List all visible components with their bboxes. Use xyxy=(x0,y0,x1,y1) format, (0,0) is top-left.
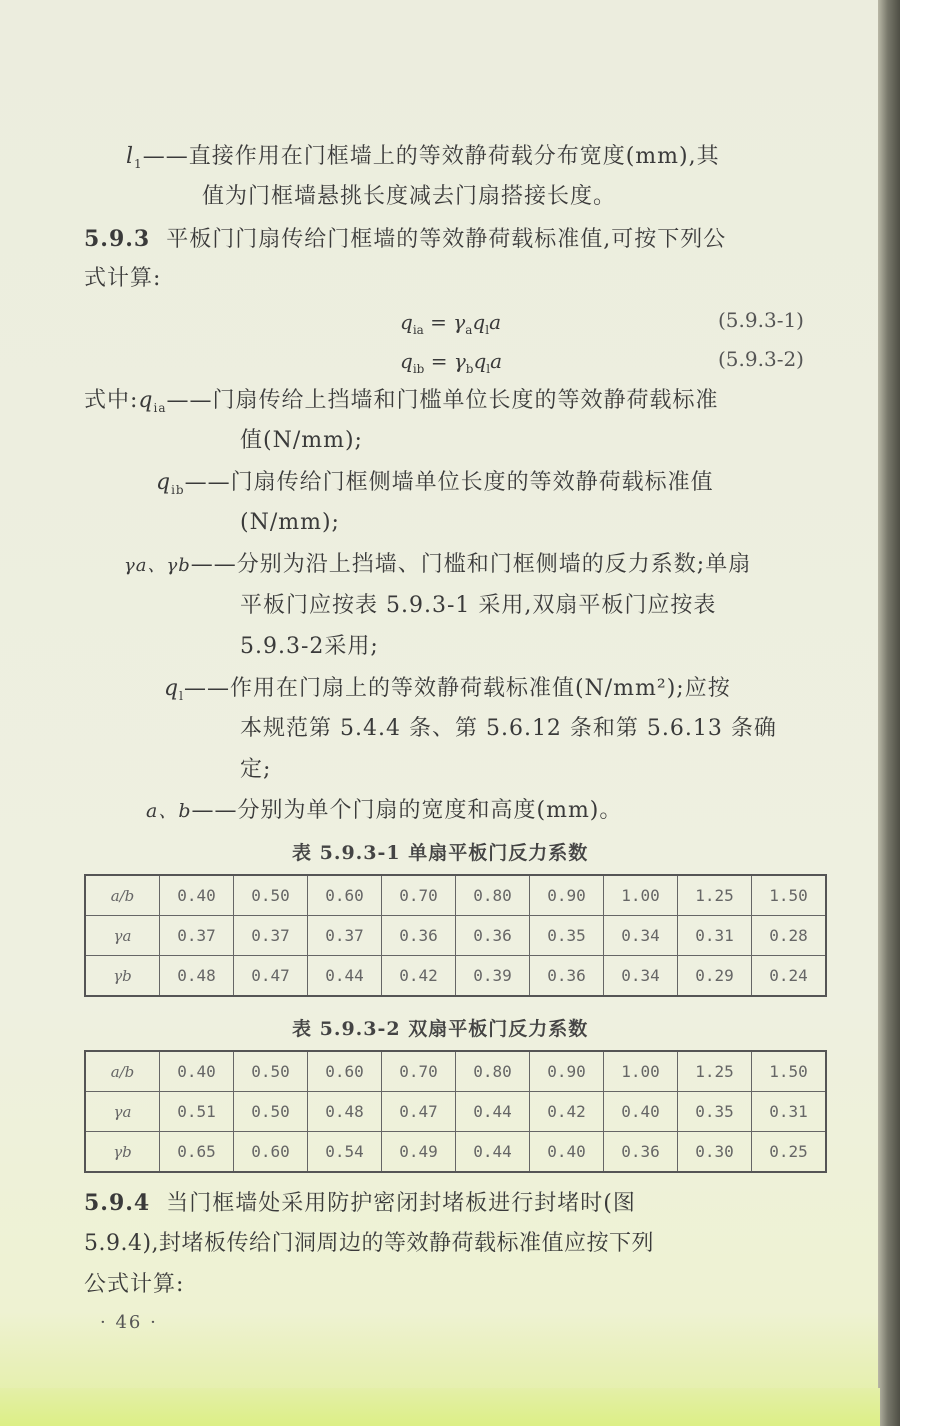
table-cell: 0.80 xyxy=(456,1051,530,1092)
row-header-cell: γb xyxy=(85,1132,160,1173)
section-number: 5.9.4 xyxy=(84,1190,151,1216)
section-text: 当门框墙处采用防护密闭封堵板进行封堵时(图 xyxy=(166,1191,636,1216)
table-cell: 0.47 xyxy=(382,1092,456,1132)
def-ab-text: ——分别为单个门扇的宽度和高度(mm)。 xyxy=(191,798,623,823)
table-cell: 0.49 xyxy=(382,1132,456,1173)
table-row xyxy=(85,1092,826,1132)
section-5-9-4 xyxy=(84,1188,636,1219)
table-cell: 0.39 xyxy=(456,956,530,997)
table-cell: 0.36 xyxy=(530,956,604,997)
table-cell: 0.40 xyxy=(530,1132,604,1173)
table-cell: 0.80 xyxy=(456,875,530,916)
def-gamma-cont-2: 5.9.3-2采用; xyxy=(240,634,379,659)
table-2 xyxy=(84,1050,827,1173)
table-cell: 0.90 xyxy=(530,875,604,916)
equation-1: $q_{ia} = \gamma_aq_la$ xyxy=(400,310,501,337)
table-cell: 0.44 xyxy=(456,1132,530,1173)
section-5-9-3-cont: 式计算: xyxy=(84,266,162,291)
table-cell: 0.48 xyxy=(308,1092,382,1132)
table-row xyxy=(85,875,826,916)
row-header-cell: a/b xyxy=(85,875,160,916)
table-cell: 0.70 xyxy=(382,1051,456,1092)
table-cell: 0.36 xyxy=(382,916,456,956)
row-header-cell: γb xyxy=(85,956,160,997)
table-cell: 0.60 xyxy=(308,1051,382,1092)
table-cell: 0.40 xyxy=(160,1051,234,1092)
def-ql-text: ——作用在门扇上的等效静荷载标准值(N/mm²);应按 xyxy=(183,676,731,701)
table-cell: 0.36 xyxy=(604,1132,678,1173)
page-number: · 46 · xyxy=(100,1312,158,1333)
def-ab xyxy=(146,796,622,826)
table-cell: 0.42 xyxy=(382,956,456,997)
table-cell: 0.48 xyxy=(160,956,234,997)
table-cell: 1.00 xyxy=(604,875,678,916)
book-spine xyxy=(878,0,900,1426)
row-header-cell: γa xyxy=(85,1092,160,1132)
def-qia-cont: 值(N/mm); xyxy=(240,428,363,453)
section-5-9-4-cont-1: 5.9.4),封堵板传给门洞周边的等效静荷载标准值应按下列 xyxy=(84,1231,655,1256)
table-cell: 0.29 xyxy=(678,956,752,997)
table-1 xyxy=(84,874,827,997)
row-header-cell: γa xyxy=(85,916,160,956)
table-cell: 0.31 xyxy=(678,916,752,956)
table-2-caption: 表 5.9.3-2 双扇平板门反力系数 xyxy=(292,1018,589,1040)
def-qib xyxy=(156,468,714,505)
table-cell: 0.60 xyxy=(234,1132,308,1173)
def-gamma-text: ——分别为沿上挡墙、门槛和门框侧墙的反力系数;单扇 xyxy=(190,552,752,577)
table-cell: 1.50 xyxy=(752,875,827,916)
scan-edge-band xyxy=(0,1388,880,1426)
def-qia-symbol: $q_{ia}$ xyxy=(138,388,167,415)
table-cell: 0.50 xyxy=(234,1092,308,1132)
def-ab-symbol: a、b xyxy=(146,800,192,822)
table-row xyxy=(85,1132,826,1173)
def-l1-text: ——直接作用在门框墙上的等效静荷载分布宽度(mm),其 xyxy=(142,144,720,169)
table-cell: 0.51 xyxy=(160,1092,234,1132)
table-cell: 0.37 xyxy=(160,916,234,956)
section-number: 5.9.3 xyxy=(84,226,151,252)
table-row xyxy=(85,1051,826,1092)
table-cell: 0.31 xyxy=(752,1092,827,1132)
def-qib-cont: (N/mm); xyxy=(240,510,340,535)
def-ql-cont-2: 定; xyxy=(240,757,272,782)
table-cell: 0.34 xyxy=(604,956,678,997)
table-cell: 0.65 xyxy=(160,1132,234,1173)
table-cell: 0.44 xyxy=(308,956,382,997)
def-qia xyxy=(84,386,719,423)
table-cell: 0.44 xyxy=(456,1092,530,1132)
def-ql xyxy=(164,674,731,711)
table-cell: 0.37 xyxy=(234,916,308,956)
def-qib-symbol: $q_{ib}$ xyxy=(156,470,185,497)
def-ql-cont-1: 本规范第 5.4.4 条、第 5.6.12 条和第 5.6.13 条确 xyxy=(240,716,777,741)
equation-2: $q_{ib} = \gamma_bq_la$ xyxy=(400,349,503,376)
table-cell: 0.24 xyxy=(752,956,827,997)
equation-2-number: (5.9.3-2) xyxy=(718,347,804,371)
def-gamma-symbol: γa、γb xyxy=(124,555,191,576)
def-qia-text: ——门扇传给上挡墙和门槛单位长度的等效静荷载标准 xyxy=(166,388,719,413)
table-cell: 0.40 xyxy=(160,875,234,916)
section-5-9-4-cont-2: 公式计算: xyxy=(84,1272,185,1297)
def-gamma xyxy=(124,550,751,581)
table-cell: 0.35 xyxy=(678,1092,752,1132)
def-qib-text: ——门扇传给门框侧墙单位长度的等效静荷载标准值 xyxy=(184,470,714,495)
table-cell: 0.47 xyxy=(234,956,308,997)
table-row xyxy=(85,916,826,956)
section-text: 平板门门扇传给门框墙的等效静荷载标准值,可按下列公 xyxy=(166,227,727,252)
def-l1-symbol: $l_1$ xyxy=(126,144,143,171)
table-cell: 0.37 xyxy=(308,916,382,956)
table-cell: 0.35 xyxy=(530,916,604,956)
table-cell: 1.50 xyxy=(752,1051,827,1092)
table-cell: 0.30 xyxy=(678,1132,752,1173)
table-cell: 0.40 xyxy=(604,1092,678,1132)
table-cell: 0.28 xyxy=(752,916,827,956)
table-cell: 0.60 xyxy=(308,875,382,916)
table-cell: 1.00 xyxy=(604,1051,678,1092)
table-cell: 0.42 xyxy=(530,1092,604,1132)
scan-margin xyxy=(900,0,950,1426)
table-row xyxy=(85,956,826,997)
table-cell: 0.54 xyxy=(308,1132,382,1173)
table-cell: 0.34 xyxy=(604,916,678,956)
def-l1 xyxy=(126,142,720,179)
def-gamma-cont-1: 平板门应按表 5.9.3-1 采用,双扇平板门应按表 xyxy=(240,593,717,618)
table-cell: 1.25 xyxy=(678,875,752,916)
equation-1-number: (5.9.3-1) xyxy=(718,308,804,332)
def-ql-symbol: $q_l$ xyxy=(164,676,184,703)
table-1-caption: 表 5.9.3-1 单扇平板门反力系数 xyxy=(292,842,589,864)
where-label: 式中: xyxy=(84,388,139,413)
table-cell: 0.36 xyxy=(456,916,530,956)
table-cell: 1.25 xyxy=(678,1051,752,1092)
table-cell: 0.50 xyxy=(234,1051,308,1092)
table-cell: 0.90 xyxy=(530,1051,604,1092)
row-header-cell: a/b xyxy=(85,1051,160,1092)
def-l1-cont: 值为门框墙悬挑长度减去门扇搭接长度。 xyxy=(202,184,617,209)
table-cell: 0.70 xyxy=(382,875,456,916)
table-cell: 0.50 xyxy=(234,875,308,916)
section-5-9-3 xyxy=(84,224,726,255)
table-cell: 0.25 xyxy=(752,1132,827,1173)
